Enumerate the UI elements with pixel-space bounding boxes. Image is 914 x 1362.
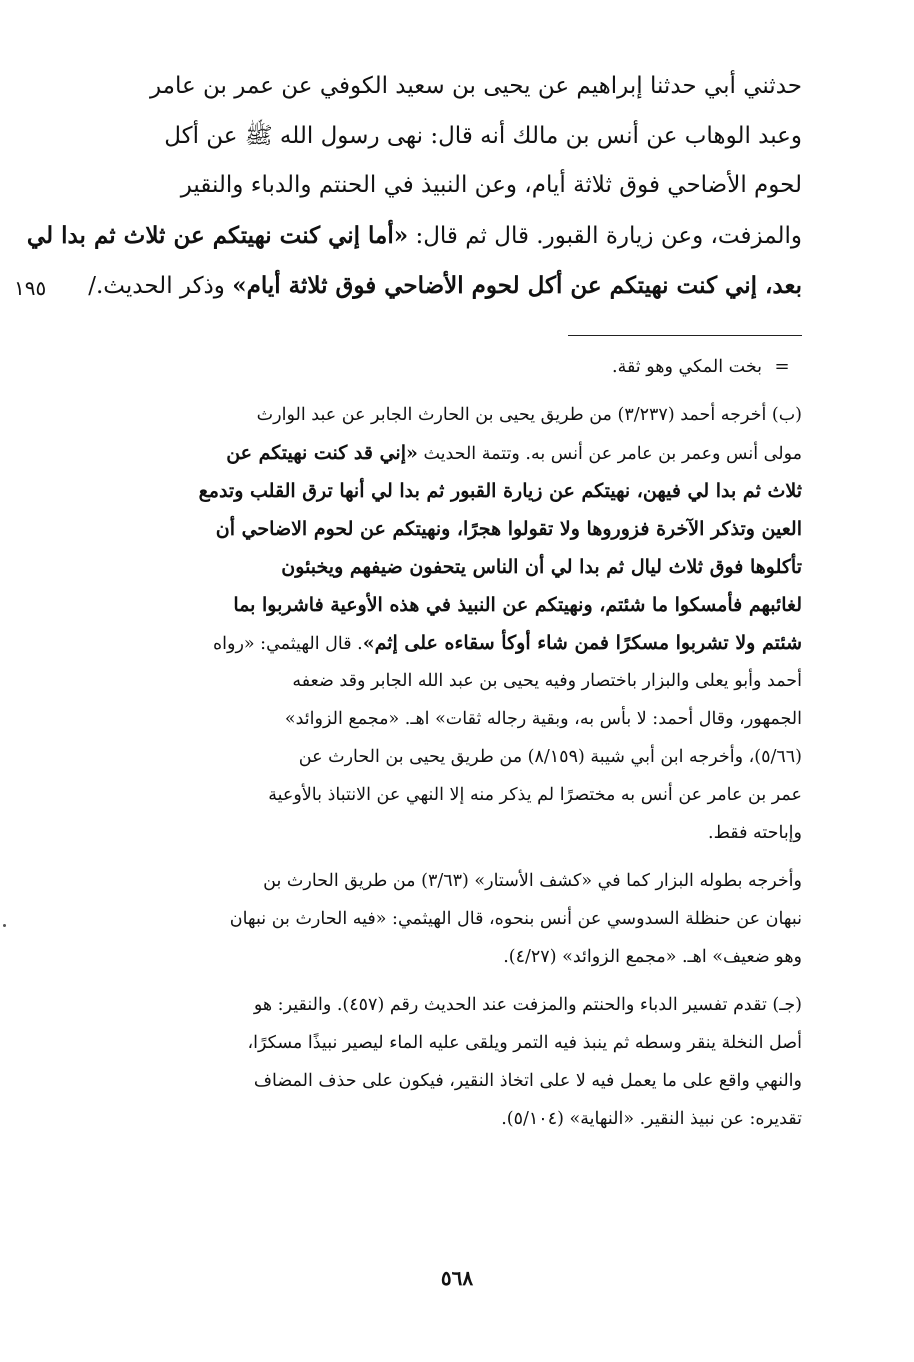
footnote-line [68, 434, 802, 472]
footnote-line [68, 738, 802, 776]
footnote-paragraph [68, 862, 802, 976]
bold-text: تأكلوها فوق ثلاث ليال ثم بدا لي أن الناس يتحفون ضيفهم ويخبئون [281, 556, 802, 578]
plain-text: (٥/٦٦)، وأخرجه ابن أبي شيبة (٨/١٥٩) من طريق يحيى بن الحارث عن [298, 747, 802, 767]
footnote-continuation [68, 348, 802, 386]
footnote-line [68, 938, 802, 976]
plain-text: وهو ضعيف» اهـ. «مجمع الزوائد» (٤/٢٧). [503, 947, 802, 967]
footnote-line [68, 586, 802, 624]
footnote-paragraph [68, 396, 802, 852]
main-line: والمزفت، وعن زيارة القبور. قال ثم قال: «أما إني كنت نهيتكم عن ثلاث ثم بدا لي [26, 221, 802, 249]
footnote-divider [568, 335, 802, 336]
footnote-line [68, 700, 802, 738]
continuation-text: بخت المكي وهو ثقة. [612, 357, 762, 377]
footnote-line [68, 472, 802, 510]
footnote-line [68, 1062, 802, 1100]
continuation-marker: = [774, 356, 790, 377]
line-number: ١٩٥ [14, 276, 47, 300]
plain-text: مولى أنس وعمر بن عامر عن أنس به. وتتمة الحديث [417, 444, 802, 464]
footnote-line [68, 1100, 802, 1138]
plain-text: . قال الهيثمي: «رواه [212, 634, 363, 654]
main-line: لحوم الأضاحي فوق ثلاثة أيام، وعن النبيذ في الحنتم والدباء والنقير [180, 172, 802, 198]
plain-text: نبهان عن حنظلة السدوسي عن أنس بنحوه، قال الهيثمي: «فيه الحارث بن نبهان [229, 909, 802, 929]
bold-text: ثلاث ثم بدا لي فيهن، نهيتكم عن زيارة القبور ثم بدا لي أنها ترق القلب وتدمع [198, 480, 802, 502]
footnote-line [68, 814, 802, 852]
plain-text: وإباحته فقط. [708, 823, 802, 843]
plain-text: (جـ) تقدم تفسير الدباء والحنتم والمزفت عند الحديث رقم (٤٥٧). والنقير: هو [253, 995, 802, 1015]
plain-text: والنهي واقع على ما يعمل فيه لا على اتخاذ النقير، فيكون على حذف المضاف [253, 1071, 802, 1091]
footnotes [68, 348, 802, 1138]
main-line: بعد، إني كنت نهيتكم عن أكل لحوم الأضاحي فوق ثلاثة أيام» وذكر الحديث./ [88, 272, 802, 299]
bold-text: لغائبهم فأمسكوا ما شئتم، ونهيتكم عن النبيذ في هذه الأوعية فاشربوا بما [233, 594, 802, 616]
footnote-line [68, 662, 802, 700]
bold-text: شئتم ولا تشربوا مسكرًا فمن شاء أوكأ سقاءه على إثم» [362, 632, 802, 654]
footnote-line [68, 776, 802, 814]
footnote-line [68, 1024, 802, 1062]
plain-text: أحمد وأبو يعلى والبزار باختصار وفيه يحيى بن عبد الله الجابر وقد ضعفه [292, 671, 802, 691]
page-number: ٥٦٨ [440, 1266, 474, 1290]
footnote-paragraph [68, 986, 802, 1138]
bold-text: «إني قد كنت نهيتكم عن [226, 442, 418, 464]
footnote-line [68, 900, 802, 938]
footnote-paragraphs [68, 396, 802, 1138]
plain-text: تقديره: عن نبيذ النقير. «النهاية» (٥/١٠٤). [501, 1109, 802, 1129]
plain-text: عمر بن عامر عن أنس به مختصرًا لم يذكر منه إلا النهي عن الانتباذ بالأوعية [268, 785, 802, 805]
plain-text: وأخرجه بطوله البزار كما في «كشف الأستار» (٣/٦٣) من طريق الحارث بن [263, 871, 802, 891]
main-line: حدثني أبي حدثنا إبراهيم عن يحيى بن سعيد الكوفي عن عمر بن عامر [149, 73, 802, 99]
footnote-line [68, 986, 802, 1024]
footnote-line [68, 624, 802, 662]
margin-dot [3, 924, 6, 927]
footnote-line [68, 510, 802, 548]
plain-text: أصل النخلة ينقر وسطه ثم ينبذ فيه التمر ويلقى عليه الماء ليصير نبيذًا مسكرًا، [247, 1033, 802, 1053]
footnote-line [68, 862, 802, 900]
plain-text: (ب) أخرجه أحمد (٣/٢٣٧) من طريق يحيى بن الحارث الجابر عن عبد الوارث [256, 405, 802, 425]
plain-text: الجمهور، وقال أحمد: لا بأس به، وبقية رجاله ثقات» اهـ. «مجمع الزوائد» [284, 709, 802, 729]
bold-text: العين وتذكر الآخرة فزوروها ولا تقولوا هجرًا، ونهيتكم عن لحوم الاضاحي أن [215, 518, 802, 540]
footnote-line [68, 396, 802, 434]
main-line: وعبد الوهاب عن أنس بن مالك أنه قال: نهى رسول الله ﷺ عن أكل [164, 122, 802, 149]
footnote-line [68, 548, 802, 586]
